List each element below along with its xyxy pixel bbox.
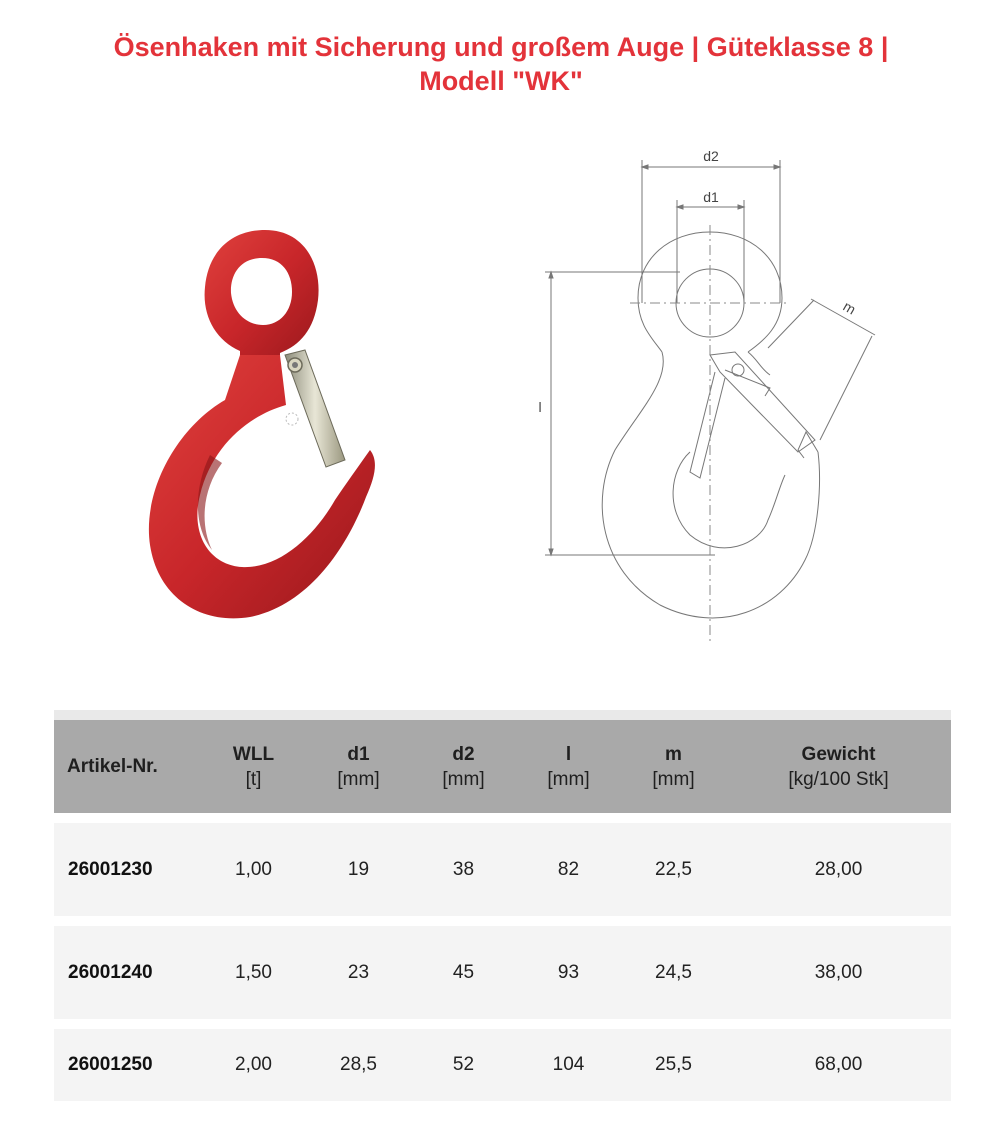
table-header-row (54, 715, 951, 813)
cell-m: 25,5 (621, 1029, 726, 1101)
label-d2: d2 (703, 148, 719, 164)
specification-table (54, 710, 951, 1101)
dimension-m (768, 299, 875, 440)
label-d1: d1 (703, 189, 719, 205)
drawing-latch (710, 352, 815, 452)
cell-d2: 45 (411, 926, 516, 1019)
table-row (54, 926, 951, 1019)
cell-d1: 19 (306, 823, 411, 916)
cell-l: 82 (516, 823, 621, 916)
header-artikel: Artikel-Nr. (54, 715, 201, 813)
title-line-1: Ösenhaken mit Sicherung und großem Auge | Güteklasse 8 | (113, 32, 889, 62)
header-d2: d2 [mm] (411, 715, 516, 813)
drawing-eye-outline (710, 232, 782, 352)
cell-d1: 23 (306, 926, 411, 1019)
cell-wll: 1,50 (201, 926, 306, 1019)
label-m: m (840, 297, 859, 318)
safety-latch (285, 350, 345, 467)
cell-l: 104 (516, 1029, 621, 1101)
header-m: m [mm] (621, 715, 726, 813)
cell-artikel: 26001250 (54, 1029, 201, 1101)
header-gewicht: Gewicht [kg/100 Stk] (726, 715, 951, 813)
cell-l: 93 (516, 926, 621, 1019)
dimension-l (545, 272, 715, 555)
cell-d2: 38 (411, 823, 516, 916)
cell-m: 22,5 (621, 823, 726, 916)
cell-gewicht: 38,00 (726, 926, 951, 1019)
header-d1: d1 [mm] (306, 715, 411, 813)
table-row (54, 823, 951, 916)
technical-drawing (520, 140, 900, 650)
hook-body (149, 355, 375, 618)
cell-d1: 28,5 (306, 1029, 411, 1101)
label-l: l (538, 399, 542, 415)
table-row (54, 1029, 951, 1101)
page-title (0, 30, 1002, 98)
cell-m: 24,5 (621, 926, 726, 1019)
header-l: l [mm] (516, 715, 621, 813)
cell-gewicht: 28,00 (726, 823, 951, 916)
dimension-d2 (642, 160, 780, 303)
cell-artikel: 26001230 (54, 823, 201, 916)
cell-artikel: 26001240 (54, 926, 201, 1019)
cell-gewicht: 68,00 (726, 1029, 951, 1101)
cell-wll: 1,00 (201, 823, 306, 916)
hook-photo (130, 205, 400, 635)
title-line-2: Modell "WK" (419, 66, 583, 96)
hook-eye (205, 230, 319, 365)
cell-d2: 52 (411, 1029, 516, 1101)
drawing-hook-outline (602, 352, 819, 618)
header-wll: WLL [t] (201, 715, 306, 813)
cell-wll: 2,00 (201, 1029, 306, 1101)
